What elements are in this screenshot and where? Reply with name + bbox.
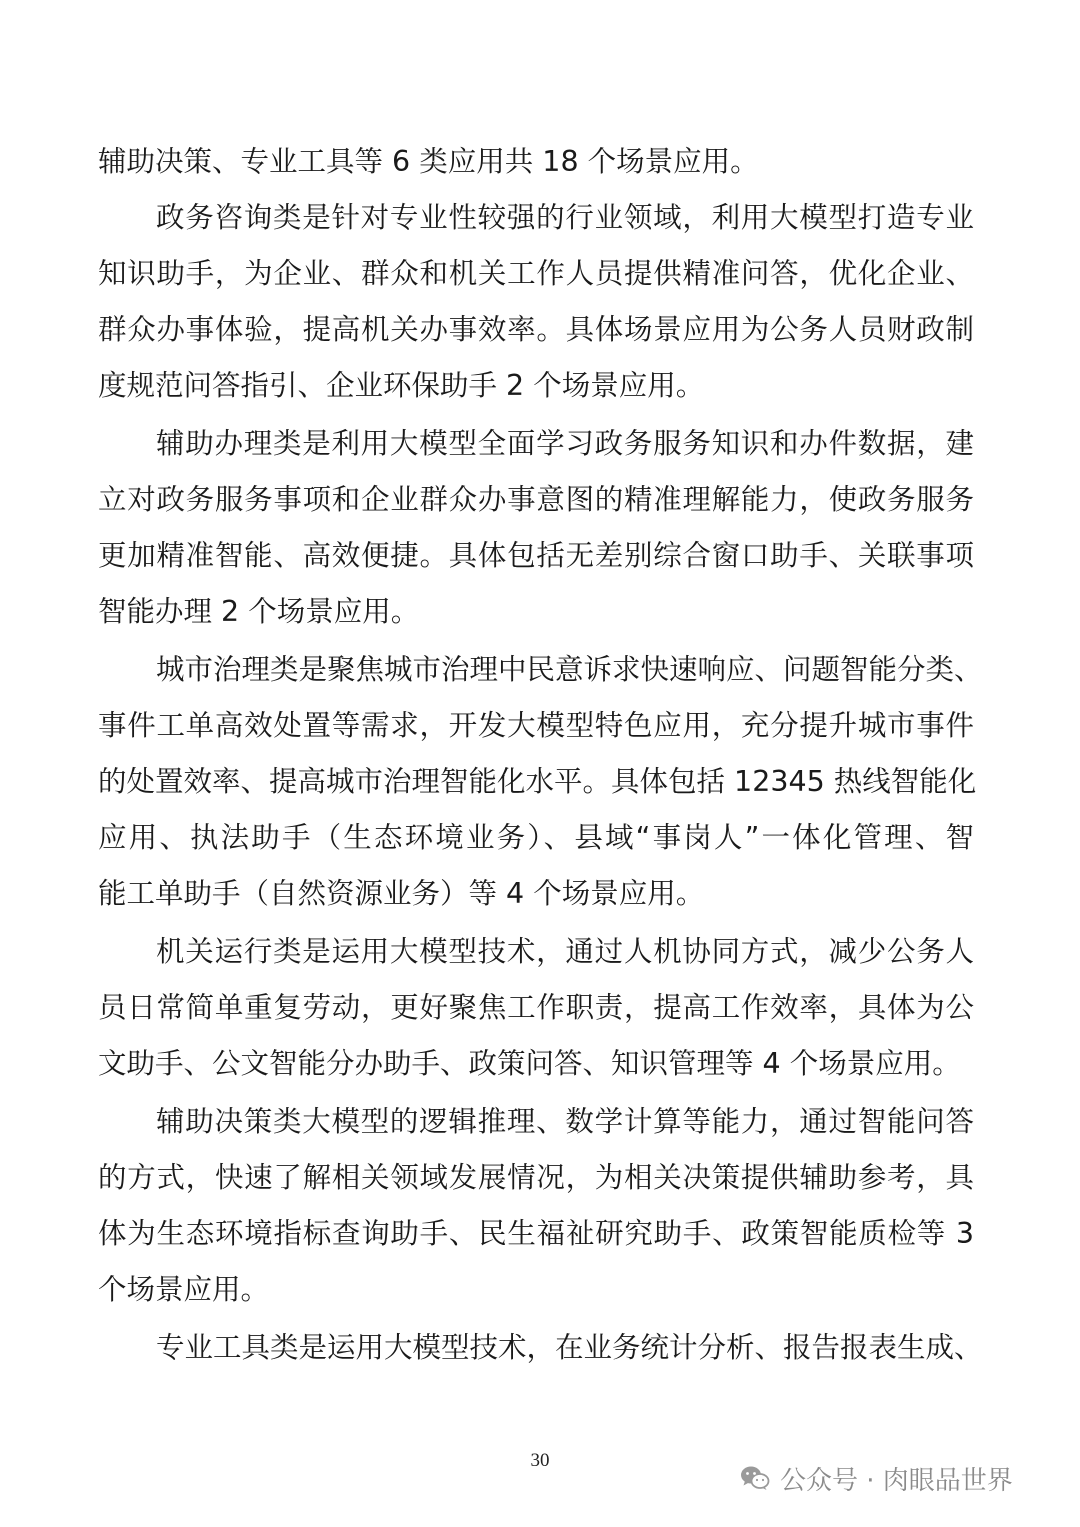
text-line: 个场景应用。 (98, 1273, 270, 1306)
text-line: 事件工单高效处置等需求，开发大模型特色应用，充分提升城市事件 (98, 709, 974, 742)
watermark (740, 1458, 1013, 1498)
text-line: 辅助决策类大模型的逻辑推理、数学计算等能力，通过智能问答 (156, 1105, 974, 1138)
text-line: 城市治理类是聚焦城市治理中民意诉求快速响应、问题智能分类、 (156, 653, 983, 686)
text-line: 群众办事体验，提高机关办事效率。具体场景应用为公务人员财政制 (98, 313, 974, 346)
text-line: 辅助办理类是利用大模型全面学习政务服务知识和办件数据，建 (156, 427, 974, 460)
watermark-text: 公众号 · 肉眼品世界 (780, 1465, 1013, 1496)
text-line: 能工单助手（自然资源业务）等 4 个场景应用。 (98, 877, 705, 910)
text-line: 智能办理 2 个场景应用。 (98, 595, 420, 628)
page-number: 30 (530, 1450, 550, 1471)
text-line: 应用、执法助手（生态环境业务）、县域“事岗人”一体化管理、智 (98, 821, 974, 854)
text-line: 体为生态环境指标查询助手、民生福祉研究助手、政策智能质检等 3 (98, 1217, 974, 1250)
text-line: 专业工具类是运用大模型技术，在业务统计分析、报告报表生成、 (156, 1331, 983, 1364)
text-line: 的处置效率、提高城市治理智能化水平。具体包括 12345 热线智能化 (98, 765, 977, 798)
text-line: 文助手、公文智能分办助手、政策问答、知识管理等 4 个场景应用。 (98, 1047, 961, 1080)
text-line: 员日常简单重复劳动，更好聚焦工作职责，提高工作效率，具体为公 (98, 991, 974, 1024)
text-line: 立对政务服务事项和企业群众办事意图的精准理解能力，使政务服务 (98, 483, 974, 516)
wechat-icon (740, 1465, 770, 1491)
text-line: 辅助决策、专业工具等 6 类应用共 18 个场景应用。 (98, 145, 759, 178)
text-line: 政务咨询类是针对专业性较强的行业领域，利用大模型打造专业 (156, 201, 974, 234)
text-line: 度规范问答指引、企业环保助手 2 个场景应用。 (98, 369, 705, 402)
text-line: 知识助手，为企业、群众和机关工作人员提供精准问答，优化企业、 (98, 257, 974, 290)
text-line: 的方式，快速了解相关领域发展情况，为相关决策提供辅助参考，具 (98, 1161, 974, 1194)
text-line: 机关运行类是运用大模型技术，通过人机协同方式，减少公务人 (156, 935, 974, 968)
text-line: 更加精准智能、高效便捷。具体包括无差别综合窗口助手、关联事项 (98, 539, 974, 572)
